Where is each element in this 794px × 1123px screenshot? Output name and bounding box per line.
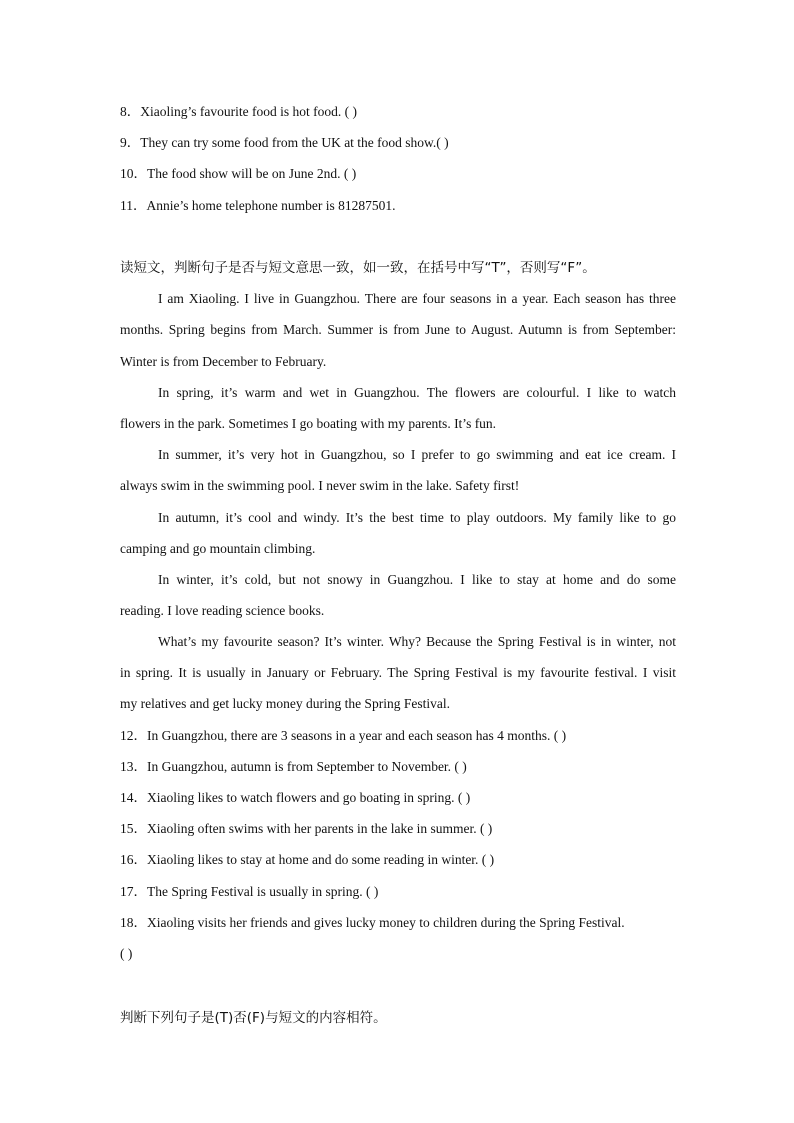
question-18: 18．Xiaoling visits her friends and gives lucky money to children during the Spring Festival. [120,915,625,930]
passage-line: Winter is from December to February. [120,354,327,369]
passage-line: In winter, it’s cold, but not snowy in Guangzhou. I like to stay at home and do some [158,572,676,587]
passage-line: In summer, it’s very hot in Guangzhou, so I prefer to go swimming and eat ice cream. I [158,447,676,462]
question-14: 14．Xiaoling likes to watch flowers and go boating in spring. ( ) [120,790,471,805]
passage-line: I am Xiaoling. I live in Guangzhou. There are four seasons in a year. Each season has three [158,291,676,306]
question-15: 15．Xiaoling often swims with her parents in the lake in summer. ( ) [120,821,493,836]
passage-line: flowers in the park. Sometimes I go boating with my parents. It’s fun. [120,416,497,431]
question-11: 11．Annie’s home telephone number is 81287501. [120,198,396,213]
passage-line: always swim in the swimming pool. I never swim in the lake. Safety first! [120,478,520,493]
section3-instruction: 判断下列句子是(T)否(F)与短文的内容相符。 [120,1010,387,1026]
passage-line: months. Spring begins from March. Summer is from June to August. Autumn is from September: [120,322,676,337]
passage-line: in spring. It is usually in January or February. The Spring Festival is my favourite festival. I visit [120,665,676,680]
question-16: 16．Xiaoling likes to stay at home and do some reading in winter. ( ) [120,852,495,867]
passage-line: In spring, it’s warm and wet in Guangzhou. The flowers are colourful. I like to watch [158,385,676,400]
passage-line: What’s my favourite season? It’s winter. Why? Because the Spring Festival is in winter, not [158,634,676,649]
passage-line: In autumn, it’s cool and windy. It’s the best time to play outdoors. My family like to go [158,510,676,525]
passage-line: reading. I love reading science books. [120,603,325,618]
section2-instruction: 读短文，判断句子是否与短文意思一致，如一致，在括号中写“T”，否则写“F”。 [120,260,596,276]
question-9: 9．They can try some food from the UK at the food show.( ) [120,135,449,150]
question-10: 10．The food show will be on June 2nd. ( ) [120,166,357,181]
question-17: 17．The Spring Festival is usually in spring. ( ) [120,884,379,899]
question-8: 8．Xiaoling’s favourite food is hot food. ( ) [120,104,357,119]
passage-line: camping and go mountain climbing. [120,541,316,556]
question-13: 13．In Guangzhou, autumn is from September to November. ( ) [120,759,467,774]
passage-line: my relatives and get lucky money during the Spring Festival. [120,696,450,711]
question-18-answer-bracket: ( ) [120,946,133,961]
question-12: 12．In Guangzhou, there are 3 seasons in a year and each season has 4 months. ( ) [120,728,567,743]
